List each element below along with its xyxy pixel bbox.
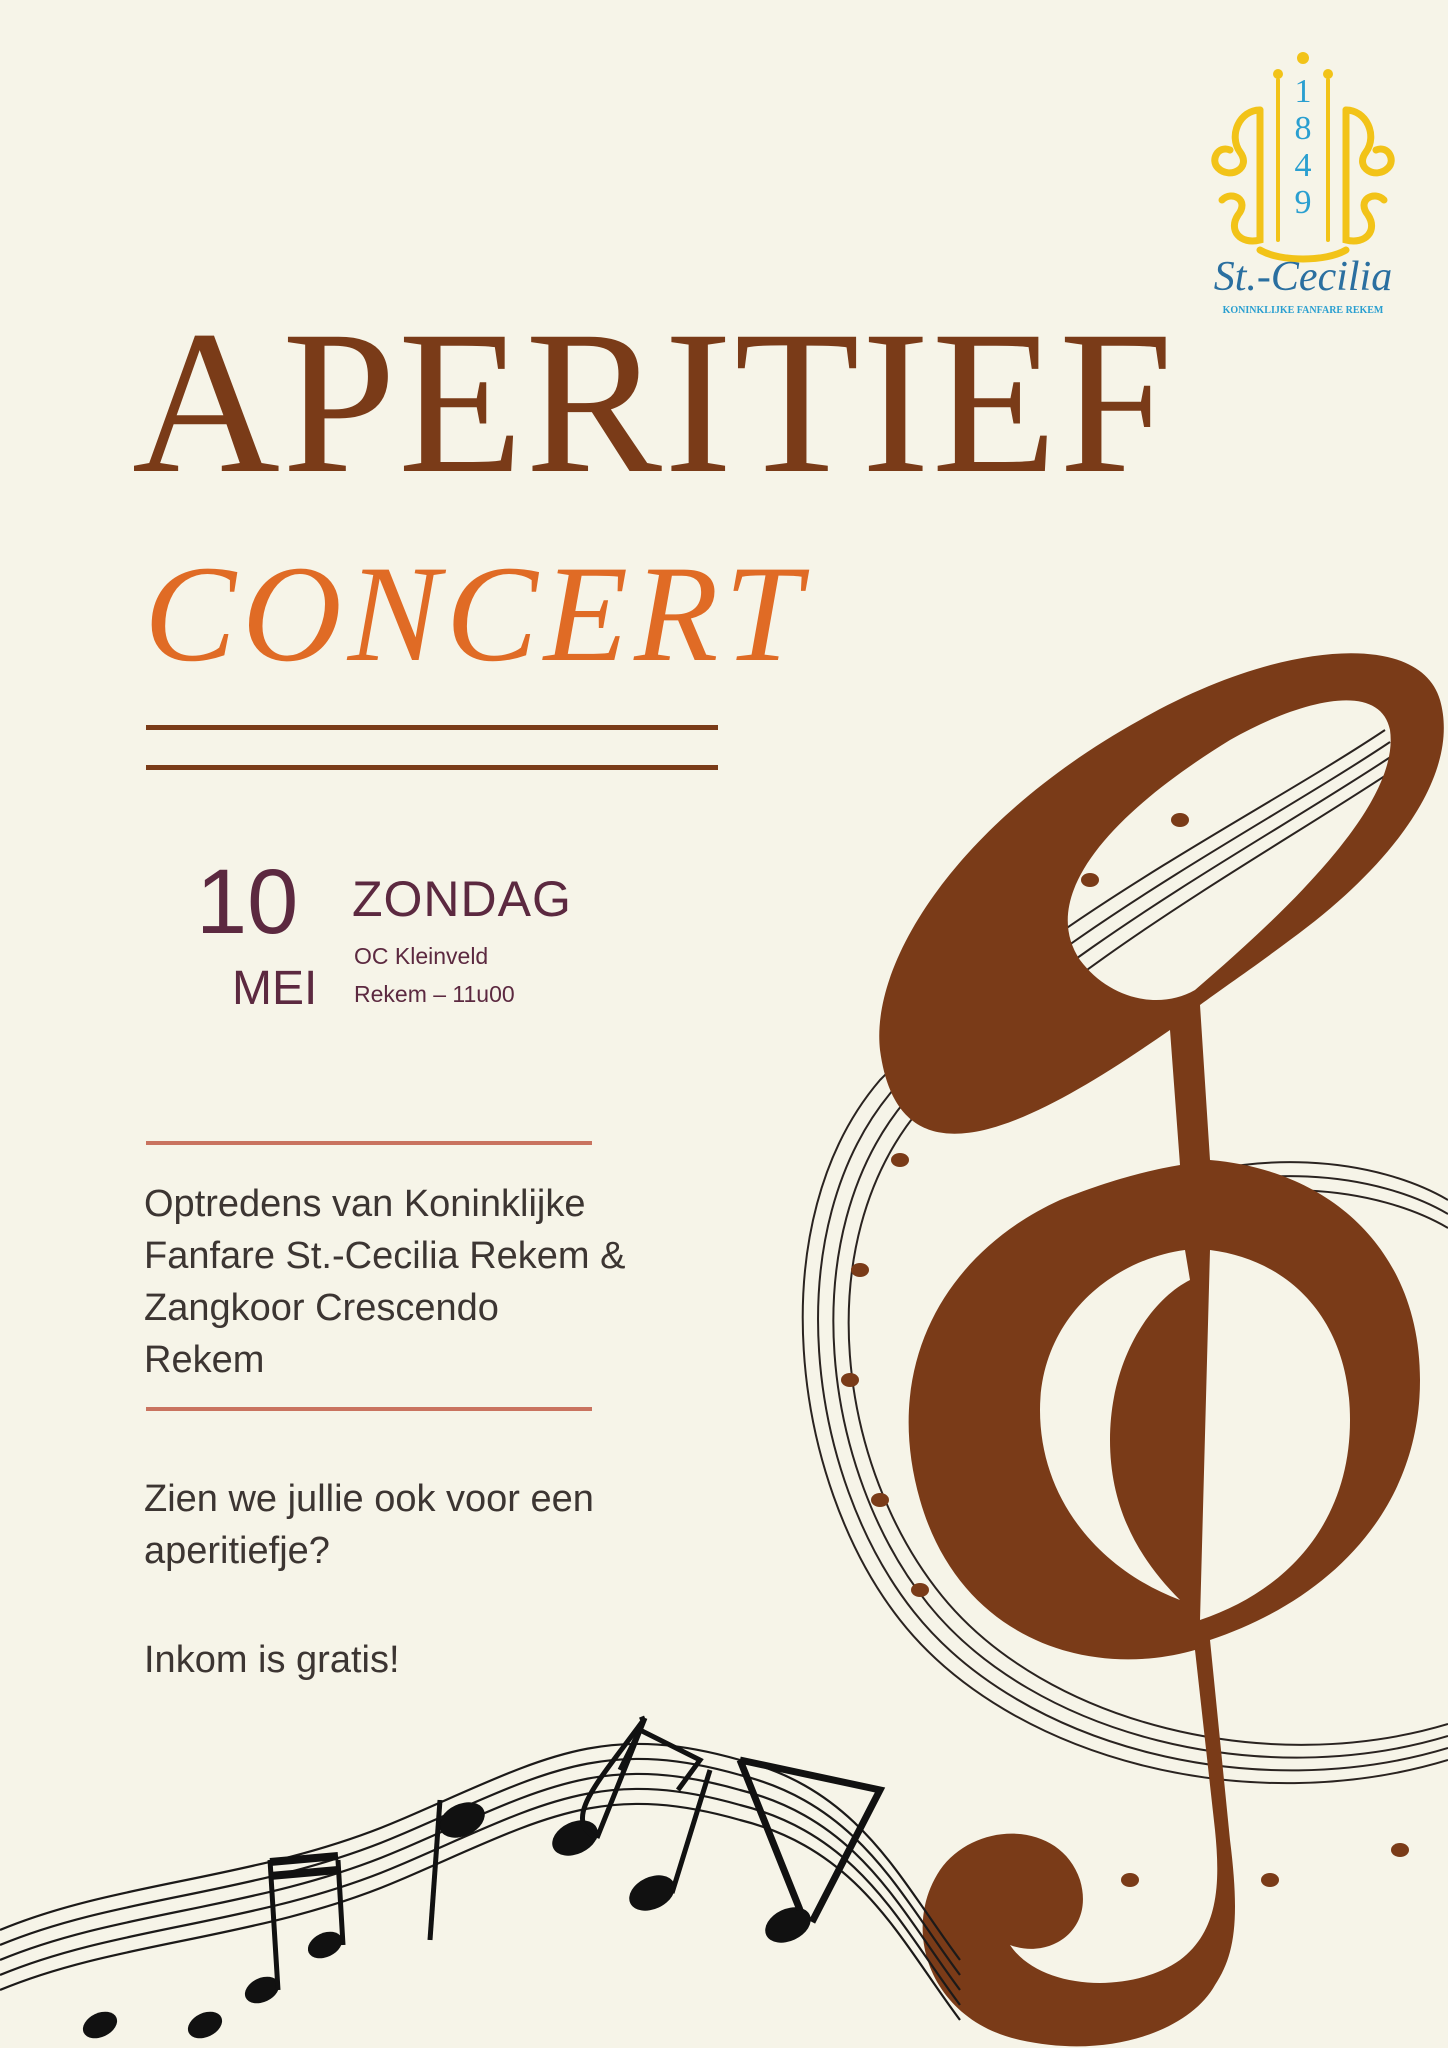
logo-digit-2: 8 xyxy=(1294,110,1312,147)
event-location: OC Kleinveld xyxy=(354,943,489,969)
entry-text: Inkom is gratis! xyxy=(144,1639,400,1681)
logo-digit-4: 9 xyxy=(1294,184,1312,221)
st-cecilia-logo xyxy=(1180,40,1426,320)
event-day: 10 xyxy=(196,851,299,953)
title-aperitief: APERITIEF xyxy=(132,289,1175,516)
event-place-time: Rekem – 11u00 xyxy=(354,981,515,1007)
invite-text xyxy=(144,1473,594,1577)
logo-digit-1: 1 xyxy=(1294,73,1312,110)
performers-line: Rekem xyxy=(144,1339,265,1381)
title-concert: CONCERT xyxy=(144,537,808,690)
title-divider-bottom xyxy=(146,765,718,770)
logo-script-name: St.-Cecilia xyxy=(1213,254,1393,300)
event-month: MEI xyxy=(232,962,318,1015)
invite-line: Zien we jullie ook voor een xyxy=(144,1478,594,1520)
info-divider-bottom xyxy=(146,1407,592,1411)
performers-line: Optredens van Koninklijke xyxy=(144,1183,586,1225)
performers-line: Zangkoor Crescendo xyxy=(144,1287,499,1329)
invite-line: aperitiefje? xyxy=(144,1530,330,1572)
info-divider-top xyxy=(146,1141,592,1145)
title-divider-top xyxy=(146,725,718,730)
event-weekday: ZONDAG xyxy=(352,871,572,927)
logo-subtitle: KONINKLIJKE FANFARE REKEM xyxy=(1222,305,1384,316)
performers-text xyxy=(144,1178,626,1386)
performers-line: Fanfare St.-Cecilia Rekem & xyxy=(144,1235,626,1277)
logo-digit-3: 4 xyxy=(1294,147,1312,184)
